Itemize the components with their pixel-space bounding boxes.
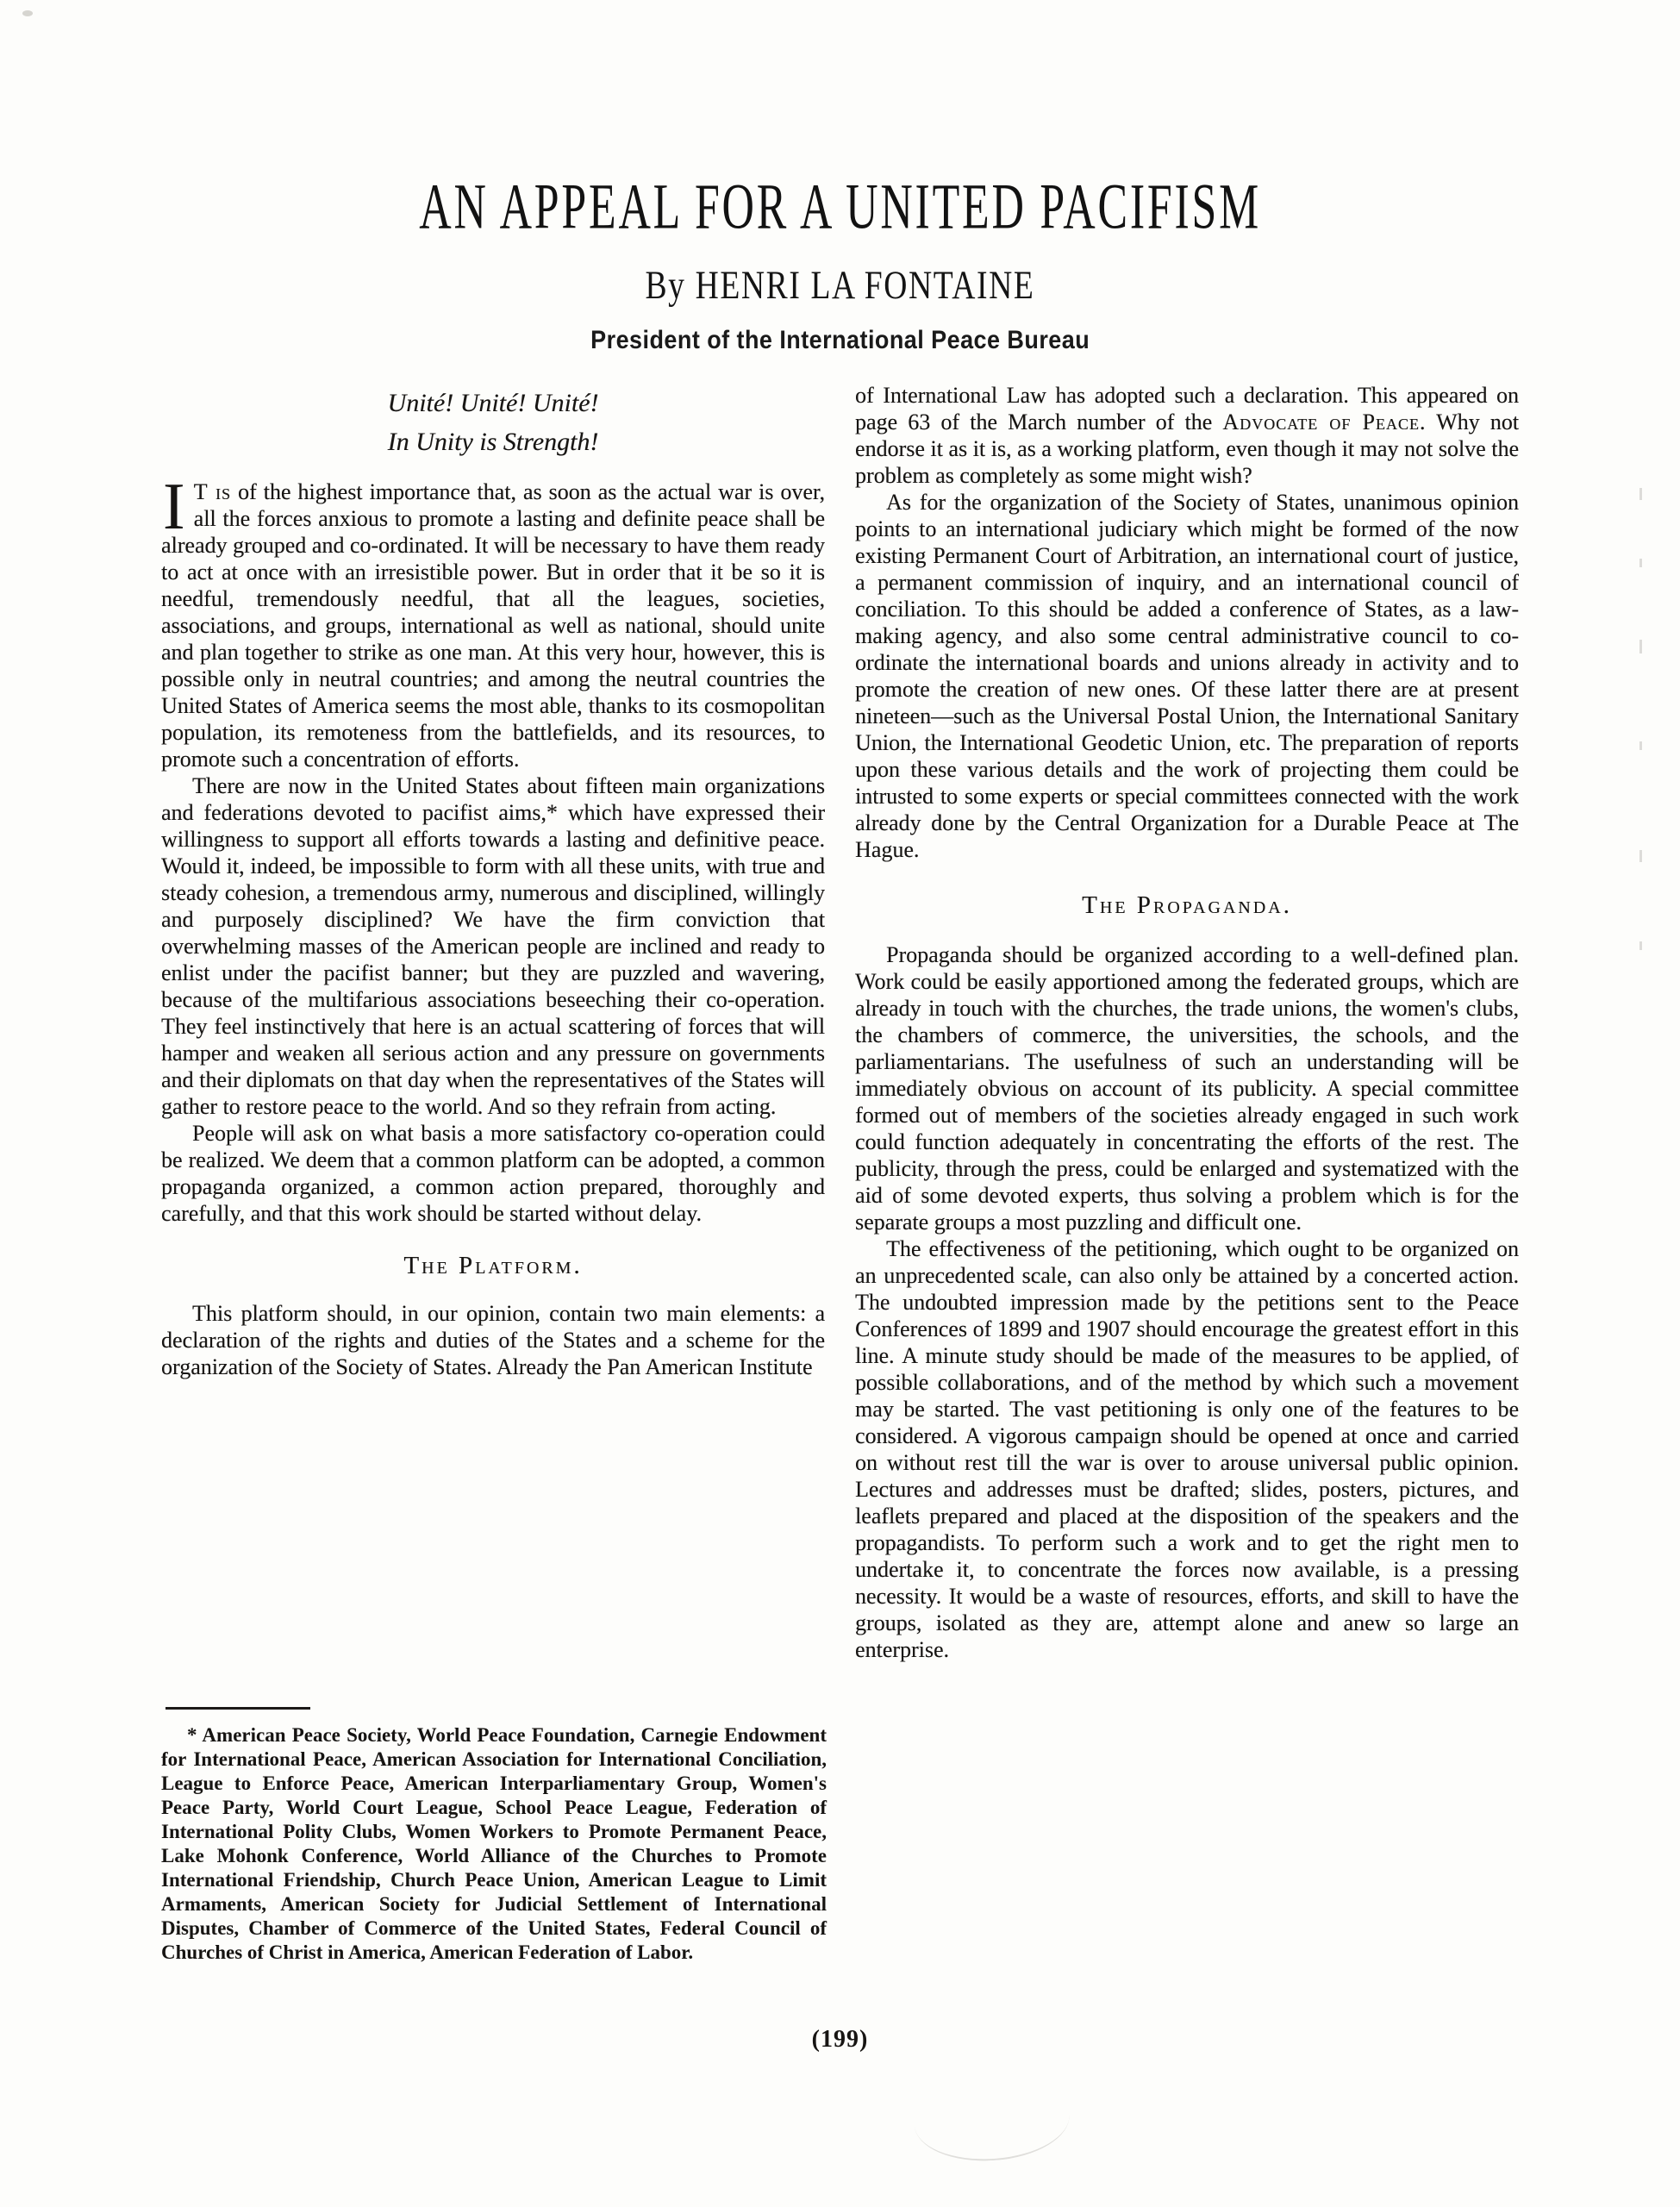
scan-artifact-tick — [1639, 850, 1642, 862]
footnote-rule — [166, 1707, 310, 1710]
epigraph-line-2: In Unity is Strength! — [387, 428, 599, 456]
paragraph: The effectiveness of the petitioning, which ought to be organized on an unprecedented scale, can also only be attained by a concerted action. The undoubted impression made by the petitions sent to the Peace Conferences of 1899 and 1907 should encourage the greatest effort in this line. A minute study should be made of the measures to be applied, of possible collaborations, and of the method by which such a movement may be started. The vast petitioning is only one of the features to be considered. A vigorous campaign should be opened at once and carried on without rest till the war is over to arouse universal public opinion. Lectures and addresses must be drafted; slides, posters, pictures, and leaflets prepared and placed at the disposition of the speakers and the propagandists. To perform such a work and to get the right men to undertake it, to concentrate the forces now available, is a pressing necessity. It would be a waste of resources, efforts, and skill to have the groups, isolated as they are, attempt alone and anew so large an enterprise. — [855, 1236, 1519, 1662]
paragraph-text: of the highest importance that, as soon as the actual war is over, all the forces anxious to promote a lasting and definite peace shall be already grouped and co-ordinated. It will be necessary to have them ready to act at once with an irresistible power. But in order that it be so it is needful, tremendously needful, that all the leagues, societies, associations, and groups, international as well as national, should unite and plan together to strike as one man. At this very hour, however, this is possible only in neutral countries; and among the neutral countries the United States of America seems the most able, thanks to its cosmopolitan population, its remoteness from the battlefields, and its resources, to promote such a concentration of efforts. — [161, 479, 825, 772]
journal-name-smallcaps: Advocate of Peace. — [1222, 410, 1427, 435]
scan-artifact-tick — [1639, 488, 1642, 500]
footnote-text: * American Peace Society, World Peace Foundation, Carnegie Endowment for International Peace, American Association for International Conciliation, League to Enforce Peace, American Interparliamentary Group, Women's Peace Party, World Court League, School Peace League, Federation of International Polity Clubs, Women Workers to Promote Permanent Peace, Lake Mohonk Conference, World Alliance of the Churches to Promote International Friendship, Church Peace Union, American League to Limit Armaments, American Society for Judicial Settlement of International Disputes, Chamber of Commerce of the United States, Federal Council of Churches of Christ in America, American Federation of Labor. — [161, 1724, 827, 1963]
left-column — [161, 382, 825, 1705]
section-heading-platform: The Platform. — [403, 1252, 583, 1279]
page-title: AN APPEAL FOR A UNITED PACIFISM — [419, 171, 1261, 243]
scan-artifact-tick — [1639, 559, 1642, 567]
paragraph-text: of International Law has adopted such a declaration. This appeared on page 63 of the March number of the — [855, 383, 1519, 435]
paragraph-text: Why not endorse it as it is, as a working platform, even though it may not solve the problem as completely as some might wish? — [855, 410, 1519, 488]
drop-cap: I — [163, 469, 185, 543]
paragraph: This platform should, in our opinion, contain two main elements: a declaration of the rights and duties of the States and a scheme for the organization of the Society of States. Already the Pan American Institute — [161, 1301, 825, 1379]
scan-artifact-mark — [914, 2109, 1071, 2166]
author-affiliation: President of the International Peace Bureau — [590, 326, 1090, 354]
footnote-block — [161, 1707, 827, 1965]
scan-artifact-speck — [22, 10, 33, 16]
page-number: (199) — [811, 2026, 869, 2053]
scan-artifact-tick — [1639, 640, 1642, 653]
right-column — [855, 382, 1519, 2033]
paragraph: There are now in the United States about fifteen main organizations and federations devoted to pacifist aims,* which have expressed their willingness to support all efforts towards a lasting and definitive peace. Would it, indeed, be impossible to form with all these units, with true and steady cohesion, a tremendous army, numerous and disciplined, willingly and purposely disciplined? We have the firm conviction that overwhelming masses of the American people are inclined and ready to enlist under the pacifist banner; but they are puzzled and wavering, because of the multifarious associations beseeching their co-operation. They feel instinctively that here is an actual scattering of forces that will hamper and weaken all serious action and any pressure on governments and their diplomats on that day when the representatives of the States will gather to restore peace to the world. And so they refrain from acting. — [161, 773, 825, 1119]
scan-artifact-tick — [1639, 941, 1642, 950]
epigraph — [161, 384, 825, 461]
paragraph-continued — [855, 382, 1519, 489]
scan-artifact-tick — [1639, 741, 1642, 750]
paragraph-intro — [161, 469, 825, 772]
byline: By HENRI LA FONTAINE — [645, 263, 1035, 308]
epigraph-line-1: Unité! Unité! Unité! — [387, 389, 599, 417]
paragraph-lead-smallcaps: T is — [193, 479, 232, 504]
paragraph: People will ask on what basis a more satisfactory co-operation could be realized. We deem that a common platform can be adopted, a common propaganda organized, a common action prepared, thoroughly and carefully, and that this work should be started without delay. — [161, 1121, 825, 1226]
paragraph: As for the organization of the Society of States, unanimous opinion points to an international judiciary which might be formed of the now existing Permanent Court of Arbitration, an international court of justice, a permanent commission of inquiry, and an international council of conciliation. To this should be added a conference of States, as a law-making agency, and also some central administrative council to co-ordinate the international boards and unions already in activity and to promote the creation of new ones. Of these latter there are at present nineteen—such as the Universal Postal Union, the International Sanitary Union, the International Geodetic Union, etc. The preparation of reports upon these various details and the work of projecting them could be intrusted to some experts or special committees connected with the work already done by the Central Organization for a Durable Peace at The Hague. — [855, 490, 1519, 862]
paragraph: Propaganda should be organized according to a well-defined plan. Work could be easily apportioned among the federated groups, which are already in touch with the churches, the trade unions, the women's clubs, the chambers of commerce, the universities, the schools, and the parliamentarians. The usefulness of such an understanding will be immediately obvious on account of its publicity. A special committee formed out of members of the societies already engaged in such work could function adequately in concentrating the efforts of the rest. The publicity, through the press, could be enlarged and systematized with the aid of some devoted experts, thus solving a problem which is for the separate groups a most puzzling and difficult one. — [855, 942, 1519, 1235]
section-heading-propaganda: The Propaganda. — [1082, 891, 1292, 919]
